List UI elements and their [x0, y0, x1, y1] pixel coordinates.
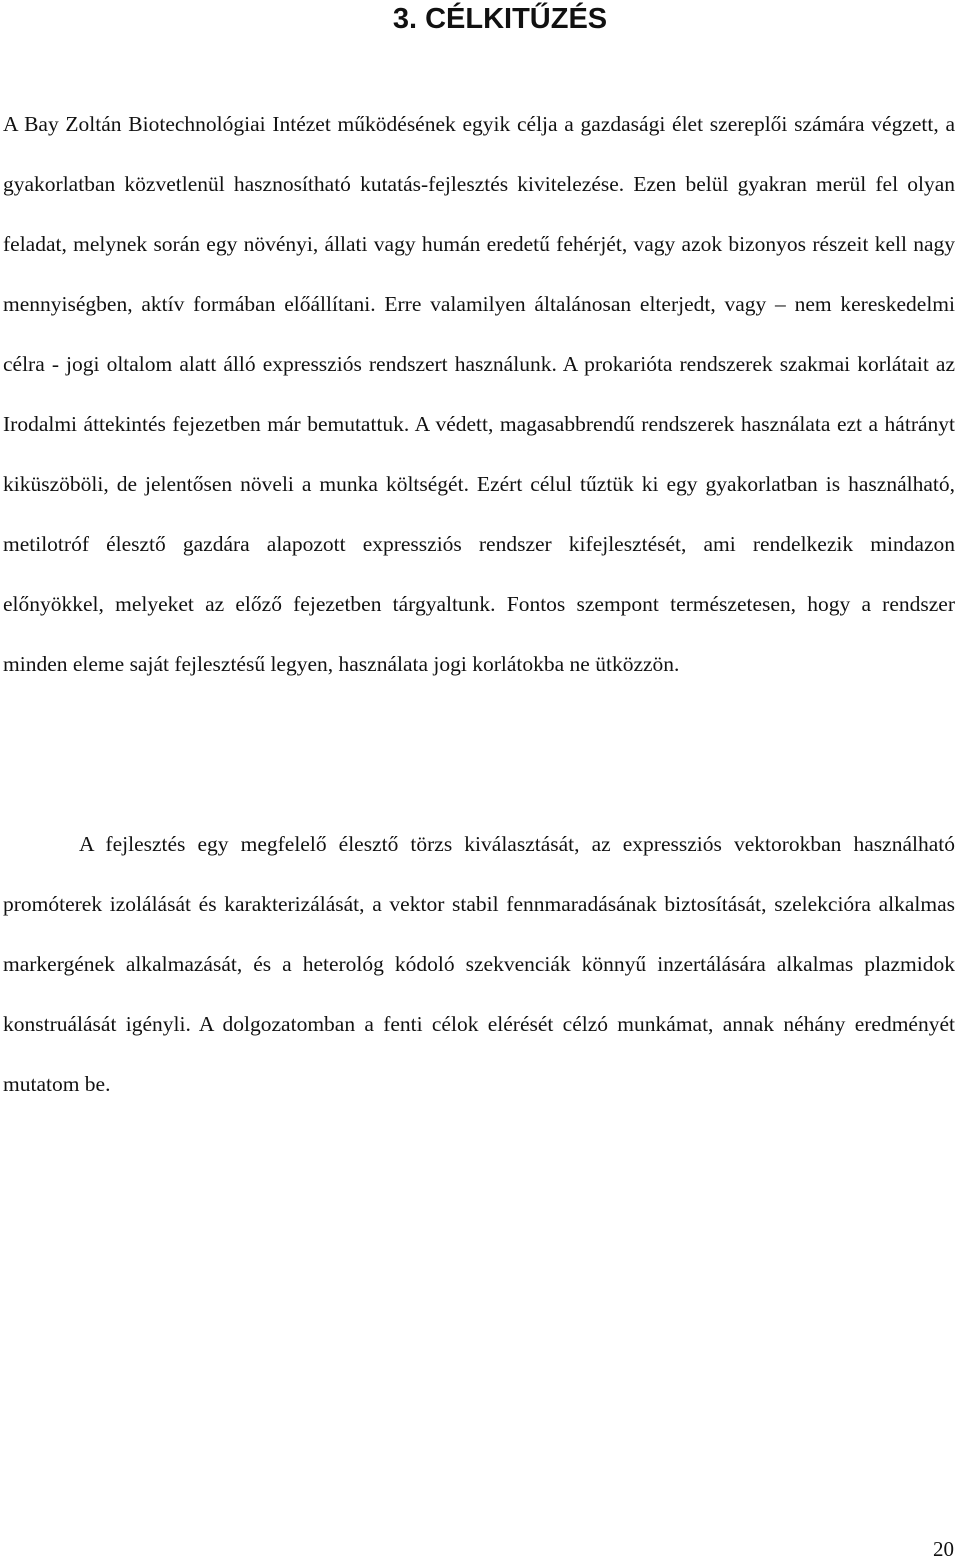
page-number: 20	[933, 1537, 954, 1561]
body-paragraph-2: A fejlesztés egy megfelelő élesztő törzs kiválasztását, az expressziós vektorokban használható promóterek izolálását és karakterizálását, a vektor stabil fennmaradásának biztosítását, szelekcióra alkalmas markergének alkalmazását, és a heterológ kódoló szekvenciák könnyű inzertálására alkalmas plazmidok konstruálását igényli. A dolgozatomban a fenti célok elérését célzó munkámat, annak néhány eredményét mutatom be.	[3, 832, 955, 1096]
page-title: 3. CÉLKITŰZÉS	[392, 3, 608, 35]
body-paragraph-1: A Bay Zoltán Biotechnológiai Intézet működésének egyik célja a gazdasági élet szereplői számára végzett, a gyakorlatban közvetlenül hasznosítható kutatás-fejlesztés kivitelezése. Ezen belül gyakran merül fel olyan feladat, melynek során egy növényi, állati vagy humán eredetű fehérjét, vagy azok bizonyos részeit kell nagy mennyiségben, aktív formában előállítani. Erre valamilyen általánosan elterjedt, vagy – nem kereskedelmi célra - jogi oltalom alatt álló expressziós rendszert használunk. A prokarióta rendszerek szakmai korlátait az Irodalmi áttekintés fejezetben már bemutattuk. A védett, magasabbrendű rendszerek használata ezt a hátrányt kiküszöböli, de jelentősen növeli a munka költségét. Ezért célul tűztük ki egy gyakorlatban is használható, metilotróf élesztő gazdára alapozott expressziós rendszer kifejlesztését, ami rendelkezik mindazon előnyökkel, melyeket az előző fejezetben tárgyaltunk. Fontos szempont természetesen, hogy a rendszer minden eleme saját fejlesztésű legyen, használata jogi korlátokba ne ütközzön.	[3, 112, 955, 676]
